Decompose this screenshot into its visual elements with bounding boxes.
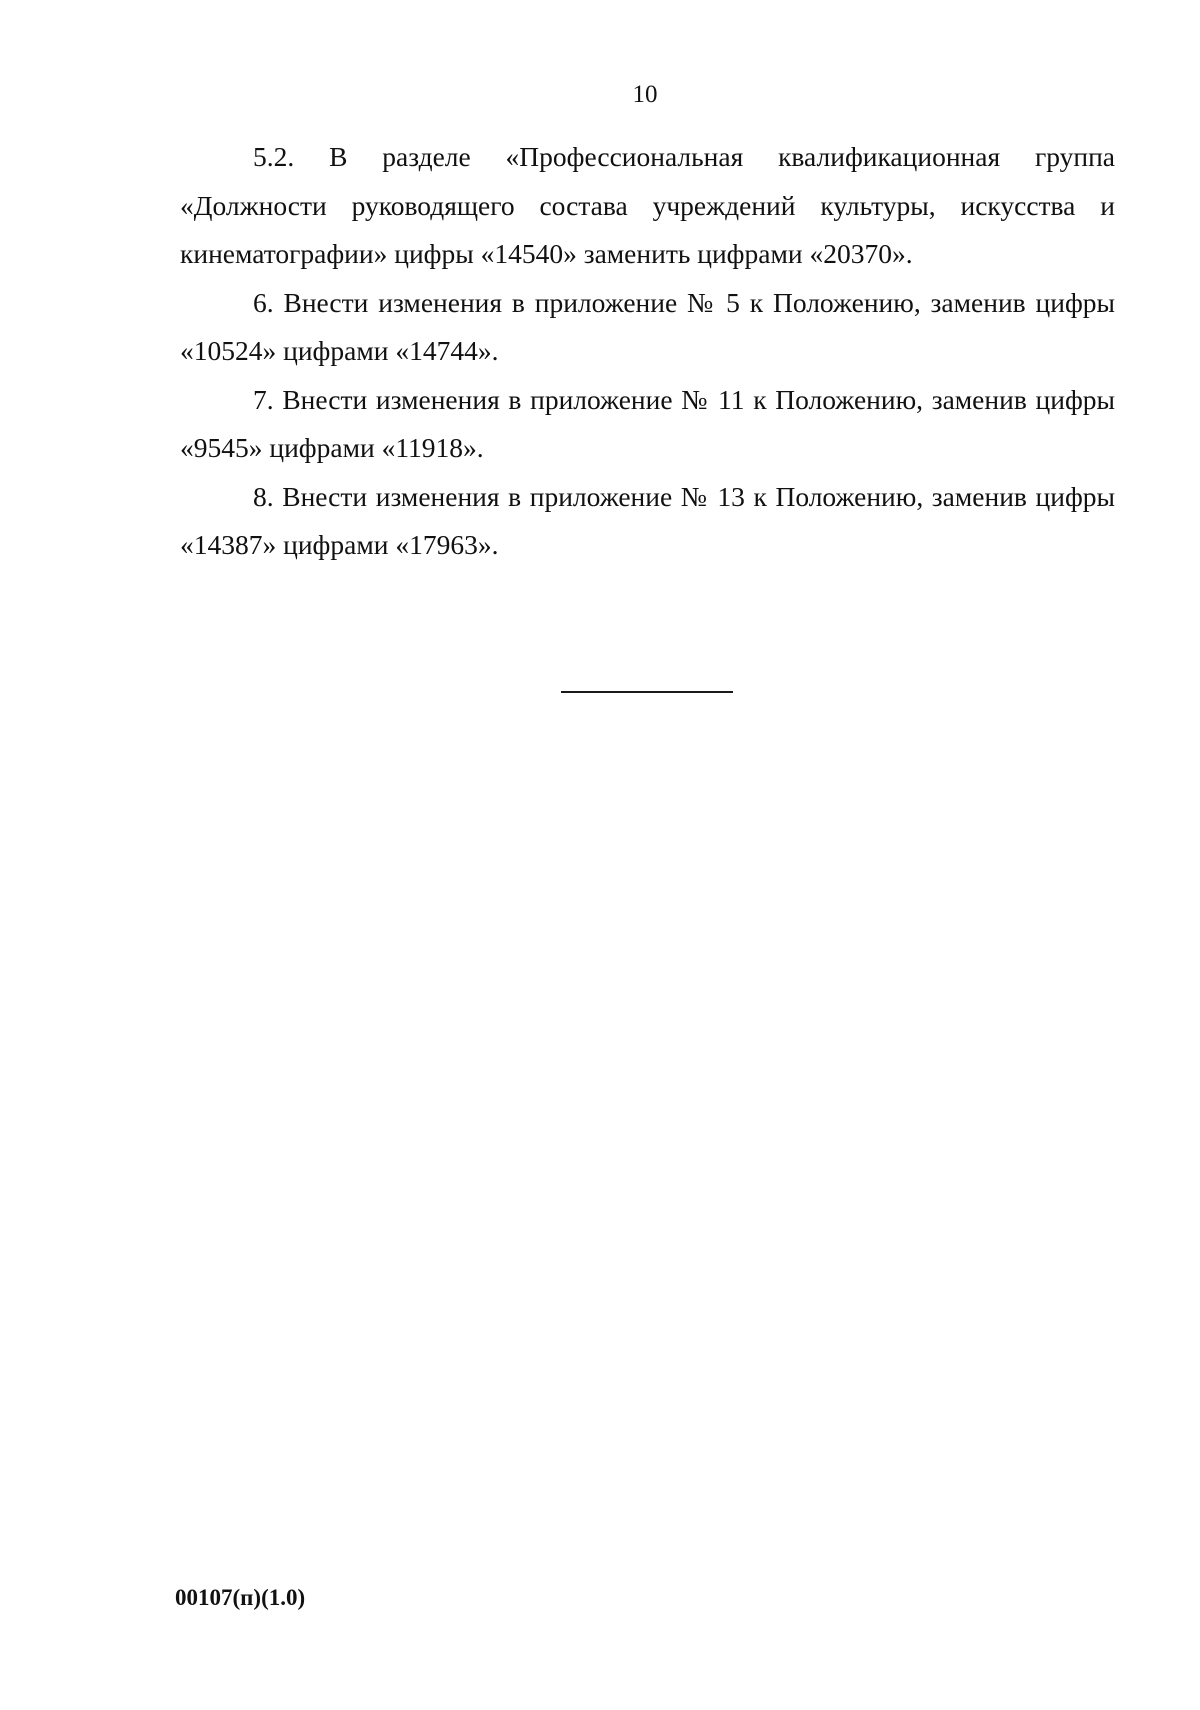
paragraph-line: кинематографии» цифры «14540» заменить цифрами «20370». xyxy=(180,238,913,269)
paragraph-line: «14387» цифрами «17963». xyxy=(180,529,499,560)
paragraph-8 xyxy=(180,473,1115,570)
paragraph-7 xyxy=(180,376,1115,473)
paragraph-line: 6. Внести изменения в приложение № 5 к Положению, заменив цифры xyxy=(253,286,1115,318)
paragraph-line: 5.2. В разделе «Профессиональная квалификационная группа xyxy=(253,141,1115,172)
paragraph-line: 8. Внести изменения в приложение № 13 к Положению, заменив цифры xyxy=(253,480,1115,512)
page-number: 10 xyxy=(632,81,658,108)
paragraph-line: «Должности руководящего состава учреждений культуры, искусства и xyxy=(180,189,1115,221)
document-code: 00107(п)(1.0) xyxy=(175,1585,306,1610)
document-body xyxy=(180,133,1115,570)
paragraph-line: 7. Внести изменения в приложение № 11 к Положению, заменив цифры xyxy=(253,383,1115,415)
closing-divider xyxy=(561,691,733,693)
paragraph-line: «10524» цифрами «14744». xyxy=(180,335,499,366)
paragraph-6 xyxy=(180,279,1115,376)
paragraph-5-2 xyxy=(180,133,1115,279)
paragraph-line: «9545» цифрами «11918». xyxy=(180,432,484,463)
